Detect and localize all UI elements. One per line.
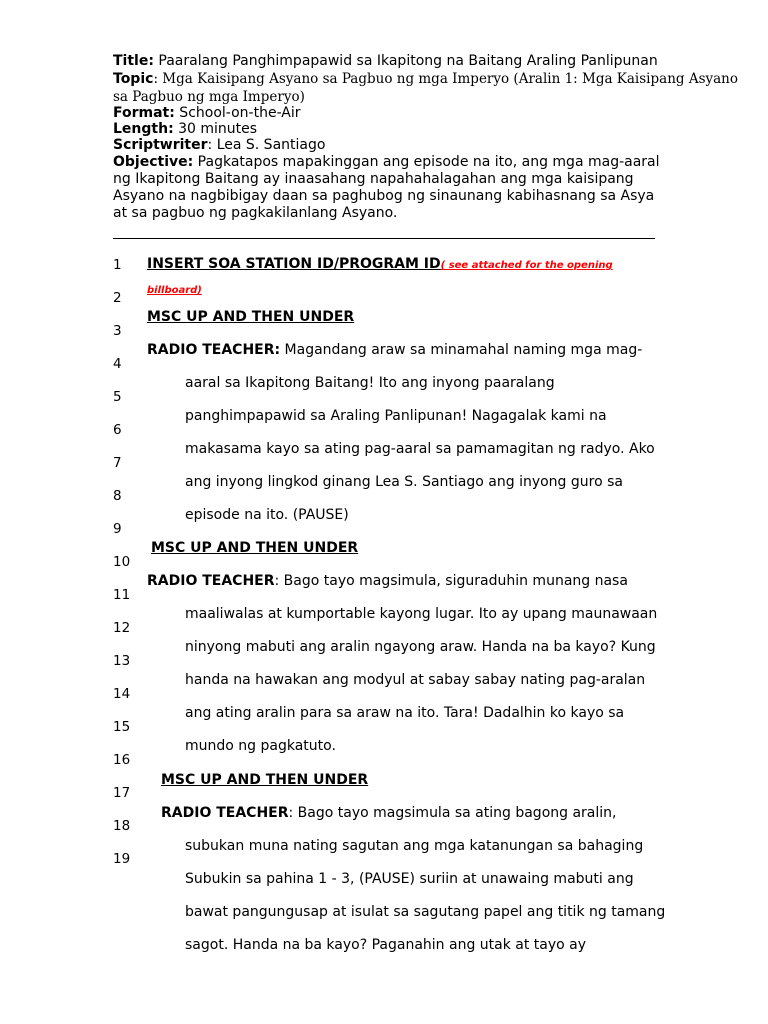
title-line [113, 53, 658, 69]
music-cue: MSC UP AND THEN UNDER [161, 772, 369, 788]
line-number: 16 [113, 752, 131, 768]
topic-value-cont: sa Pagbuo ng mga Imperyo) [113, 89, 305, 105]
speaker-label: RADIO TEACHER [161, 805, 289, 821]
speech-text: bawat pangungusap at isulat sa sagutang papel ang titik ng tamang [185, 904, 666, 920]
speech-text: : Bago tayo magsimula sa ating bagong aralin, [288, 805, 617, 821]
objective-text: ng Ikapitong Baitang ay inaasahang napahahalagahan ang mga kaisipang [113, 171, 634, 187]
speech-text: subukan muna nating sagutan ang mga katanungan sa bahaging [185, 838, 644, 854]
line-number: 6 [113, 422, 122, 438]
speech-text: maaliwalas at kumportable kayong lugar. Ito ay upang maunawaan [185, 606, 658, 622]
insert-note-cont: billboard) [147, 285, 202, 296]
line-number: 12 [113, 620, 131, 636]
line-number: 8 [113, 488, 122, 504]
line-number: 14 [113, 686, 131, 702]
speech-text: ninyong mabuti ang aralin ngayong araw. Handa na ba kayo? Kung [185, 639, 656, 655]
speech-text: : Bago tayo magsimula, siguraduhin munang nasa [274, 573, 628, 589]
speech-text: ang inyong lingkod ginang Lea S. Santiago ang inyong guro sa [185, 474, 623, 490]
format-label: Format: [113, 105, 175, 121]
objective-text: Asyano na nagbibigay daan sa paghubog ng sinaunang kabihasnang sa Asya [113, 188, 655, 204]
speaker-label: RADIO TEACHER: [147, 342, 281, 358]
line-number: 19 [113, 851, 131, 867]
title-value: Paaralang Panghimpapawid sa Ikapitong na Baitang Araling Panlipunan [153, 53, 658, 69]
speech-text: sagot. Handa na ba kayo? Paganahin ang utak at tayo ay [185, 937, 587, 953]
line-number: 17 [113, 785, 131, 801]
speaker-line [147, 342, 642, 358]
speech-text: makasama kayo sa ating pag-aaral sa pamamagitan ng radyo. Ako [185, 441, 655, 457]
objective-line [113, 154, 660, 170]
scriptwriter-label: Scriptwriter [113, 137, 208, 153]
line-number: 18 [113, 818, 131, 834]
line-number: 3 [113, 323, 122, 339]
insert-cue-text: INSERT SOA STATION ID/PROGRAM ID [147, 256, 441, 272]
speech-text: mundo ng pagkatuto. [185, 738, 336, 754]
line-number: 10 [113, 554, 131, 570]
format-value: School-on-the-Air [174, 105, 301, 121]
line-number: 11 [113, 587, 131, 603]
music-cue: MSC UP AND THEN UNDER [151, 540, 359, 556]
speaker-line [147, 573, 628, 589]
title-label: Title: [113, 53, 154, 69]
topic-line [113, 71, 738, 87]
music-cue: MSC UP AND THEN UNDER [147, 309, 355, 325]
scriptwriter-value: : Lea S. Santiago [207, 137, 326, 153]
speech-text: panghimpapawid sa Araling Panlipunan! Nagagalak kami na [185, 408, 607, 424]
insert-note: ( see attached for the opening [440, 260, 613, 271]
line-number: 2 [113, 290, 122, 306]
speech-text: aaral sa Ikapitong Baitang! Ito ang inyong paaralang [185, 375, 555, 391]
length-value: 30 minutes [173, 121, 258, 137]
header-divider [113, 238, 655, 239]
format-line [113, 105, 301, 121]
length-label: Length: [113, 121, 174, 137]
speaker-line [161, 805, 617, 821]
line-number: 4 [113, 356, 122, 372]
speech-text: episode na ito. (PAUSE) [185, 507, 349, 523]
speaker-label: RADIO TEACHER [147, 573, 275, 589]
line-number: 13 [113, 653, 131, 669]
objective-text: Pagkatapos mapakinggan ang episode na ito, ang mga mag-aaral [193, 154, 660, 170]
line-number: 1 [113, 257, 122, 273]
objective-label: Objective: [113, 154, 194, 170]
line-number: 5 [113, 389, 122, 405]
speech-text: handa na hawakan ang modyul at sabay sabay nating pag-aralan [185, 672, 646, 688]
insert-station-id-cue [147, 256, 613, 272]
line-number: 9 [113, 521, 122, 537]
scriptwriter-line [113, 137, 325, 153]
line-number: 15 [113, 719, 131, 735]
topic-value: : Mga Kaisipang Asyano sa Pagbuo ng mga Imperyo (Aralin 1: Mga Kaisipang Asyano [153, 71, 738, 87]
speech-text: Magandang araw sa minamahal naming mga mag- [280, 342, 643, 358]
length-line [113, 121, 257, 137]
speech-text: ang ating aralin para sa araw na ito. Tara! Dadalhin ko kayo sa [185, 705, 625, 721]
speech-text: Subukin sa pahina 1 - 3, (PAUSE) suriin at unawaing mabuti ang [185, 871, 634, 887]
line-number: 7 [113, 455, 122, 471]
objective-text: at sa pagbuo ng pagkakilanlang Asyano. [113, 205, 398, 221]
topic-label: Topic [113, 71, 154, 87]
